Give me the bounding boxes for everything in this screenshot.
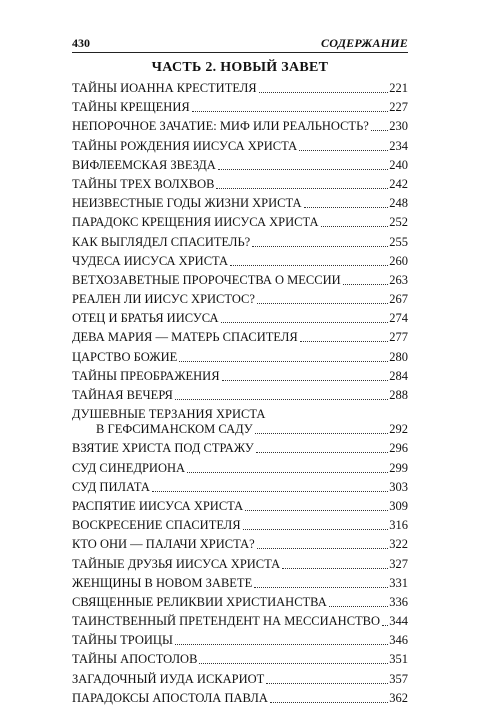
section-title: СОДЕРЖАНИЕ — [321, 36, 408, 50]
leader-dots — [270, 701, 388, 703]
toc-entry — [72, 691, 408, 706]
toc-entry-title: ЗАГАДОЧНЫЙ ИУДА ИСКАРИОТ — [72, 671, 265, 686]
toc-entry-title: СУД СИНЕДРИОНА — [72, 460, 186, 475]
toc-entry-page: 327 — [389, 556, 408, 571]
toc-entry — [72, 177, 408, 192]
leader-dots — [343, 283, 389, 285]
toc-entry-page: 252 — [389, 215, 408, 230]
leader-dots — [199, 662, 388, 664]
toc-entry-title-line1: ДУШЕВНЫЕ ТЕРЗАНИЯ ХРИСТА — [72, 407, 266, 422]
toc-entry-title: ТАЙНЫ ИОАННА КРЕСТИТЕЛЯ — [72, 81, 257, 95]
leader-dots — [321, 225, 389, 227]
toc-entry-page: 263 — [389, 272, 408, 287]
toc-entry-title: ДЕВА МАРИЯ — МАТЕРЬ СПАСИТЕЛЯ — [72, 330, 298, 345]
leader-dots — [382, 624, 388, 626]
leader-dots — [221, 321, 389, 323]
leader-dots — [175, 643, 388, 645]
part-title: ЧАСТЬ 2. НОВЫЙ ЗАВЕТ — [151, 60, 329, 75]
toc-entry — [72, 369, 408, 384]
toc-entry-title: ВИФЛЕЕМСКАЯ ЗВЕЗДА — [72, 157, 216, 172]
toc-entry-page: 346 — [389, 633, 408, 648]
toc-entry-title: ТАЙНАЯ ВЕЧЕРЯ — [72, 388, 173, 402]
leader-dots — [252, 245, 388, 247]
leader-dots — [282, 567, 388, 569]
toc-entry-title: ТАЙНЫ РОЖДЕНИЯ ИИСУСА ХРИСТА — [72, 138, 298, 153]
toc-entry — [72, 480, 408, 495]
toc-entry — [72, 672, 408, 687]
toc-entry — [72, 518, 408, 533]
toc-entry-page: 267 — [389, 292, 408, 307]
toc-entry-title: ВЕТХОЗАВЕТНЫЕ ПРОРОЧЕСТВА О МЕССИИ — [72, 272, 341, 287]
toc-entry-title: РЕАЛЕН ЛИ ИИСУС ХРИСТОС? — [72, 292, 255, 307]
toc-entry — [72, 350, 408, 365]
toc-entry — [72, 537, 408, 552]
toc-entry-title: ТАЙНЫЕ ДРУЗЬЯ ИИСУСА ХРИСТА — [72, 556, 281, 571]
toc-entry-title: КТО ОНИ — ПАЛАЧИ ХРИСТА? — [72, 537, 255, 552]
toc-entry-title: ЖЕНЩИНЫ В НОВОМ ЗАВЕТЕ — [72, 575, 253, 590]
toc-entry-page: 309 — [389, 498, 408, 513]
leader-dots — [245, 509, 388, 511]
leader-dots — [266, 682, 388, 684]
toc-entry-page: 277 — [389, 330, 408, 345]
toc-entry — [72, 311, 408, 326]
leader-dots — [300, 340, 389, 342]
toc-entry-page: 274 — [389, 311, 408, 326]
toc-entry-page: 296 — [389, 441, 408, 456]
toc-entry-title: ОТЕЦ И БРАТЬЯ ИИСУСА — [72, 311, 219, 326]
header-rule — [72, 52, 408, 53]
toc-entry — [72, 557, 408, 572]
toc-entry-title: ТАИНСТВЕННЫЙ ПРЕТЕНДЕНТ НА МЕССИАНСТВО — [72, 614, 381, 629]
toc-entry — [72, 441, 408, 456]
toc-entry-title: ТАЙНЫ ТРОИЦЫ — [72, 633, 173, 648]
toc-entry — [72, 196, 408, 211]
leader-dots — [254, 586, 388, 588]
toc-entry-page: 322 — [389, 537, 408, 552]
toc-entry-title: СУД ПИЛАТА — [72, 479, 150, 494]
toc-entry-title: СВЯЩЕННЫЕ РЕЛИКВИИ ХРИСТИАНСТВА — [72, 594, 327, 609]
toc-entry-title: КАК ВЫГЛЯДЕЛ СПАСИТЕЛЬ? — [72, 234, 251, 249]
toc-entry-page: 316 — [389, 518, 408, 533]
toc-entry — [72, 158, 408, 173]
toc-entry — [72, 652, 408, 667]
toc-entry — [72, 215, 408, 230]
page-number: 430 — [72, 36, 90, 50]
toc-entry-page: 292 — [389, 422, 408, 437]
toc-entry-page: 299 — [389, 460, 408, 475]
toc-entry-title: ТАЙНЫ ПРЕОБРАЖЕНИЯ — [72, 368, 220, 383]
toc-entry-title-line2: В ГЕФСИМАНСКОМ САДУ — [96, 422, 253, 437]
toc-entry-title: ВОСКРЕСЕНИЕ СПАСИТЕЛЯ — [72, 518, 241, 533]
toc-entry — [72, 595, 408, 610]
toc-entry-title: ТАЙНЫ КРЕЩЕНИЯ — [72, 100, 190, 115]
toc-entry-title: ВЗЯТИЕ ХРИСТА ПОД СТРАЖУ — [72, 441, 254, 456]
toc-entry — [72, 614, 408, 629]
toc-entry-title: ЧУДЕСА ИИСУСА ХРИСТА — [72, 253, 229, 268]
toc-entry — [72, 235, 408, 250]
table-of-contents — [72, 81, 408, 710]
toc-entry-title: НЕПОРОЧНОЕ ЗАЧАТИЕ: МИФ ИЛИ РЕАЛЬНОСТЬ? — [72, 119, 369, 134]
toc-entry-page: 280 — [389, 349, 408, 364]
leader-dots — [216, 187, 388, 189]
leader-dots — [329, 605, 389, 607]
toc-entry-page: 331 — [389, 575, 408, 590]
toc-entry — [72, 499, 408, 514]
toc-entry-title: ЦАРСТВО БОЖИЕ — [72, 349, 178, 364]
toc-entry — [72, 254, 408, 269]
toc-entry-line2 — [72, 422, 408, 437]
toc-entry-page: 362 — [389, 690, 408, 705]
toc-entry-title: ПАРАДОКС КРЕЩЕНИЯ ИИСУСА ХРИСТА — [72, 215, 319, 230]
leader-dots — [192, 110, 389, 112]
toc-entry-page: 234 — [389, 138, 408, 153]
toc-entry-title: ТАЙНЫ ТРЕХ ВОЛХВОВ — [72, 176, 215, 191]
toc-entry-multiline — [72, 407, 408, 437]
leader-dots — [371, 129, 388, 131]
toc-entry-page: 242 — [389, 176, 408, 191]
leader-dots — [299, 149, 388, 151]
leader-dots — [175, 398, 388, 400]
toc-entry — [72, 576, 408, 591]
toc-entry-page: 284 — [389, 368, 408, 383]
toc-entry-page: 255 — [389, 234, 408, 249]
leader-dots — [257, 302, 388, 304]
toc-entry-page: 227 — [389, 100, 408, 115]
toc-entry-page: 288 — [389, 388, 408, 402]
toc-entry — [72, 330, 408, 345]
leader-dots — [257, 547, 389, 549]
toc-entry-title: ТАЙНЫ АПОСТОЛОВ — [72, 652, 198, 667]
toc-entry-title: РАСПЯТИЕ ИИСУСА ХРИСТА — [72, 498, 244, 513]
toc-entry-page: 357 — [389, 671, 408, 686]
toc-entry — [72, 633, 408, 648]
toc-entry-page: 351 — [389, 652, 408, 667]
toc-entry — [72, 273, 408, 288]
leader-dots — [222, 379, 389, 381]
toc-entry — [72, 119, 408, 134]
toc-entry — [72, 100, 408, 115]
leader-dots — [255, 432, 389, 434]
leader-dots — [256, 451, 389, 453]
toc-entry-page: 248 — [389, 196, 408, 211]
leader-dots — [259, 91, 389, 93]
toc-entry-page: 230 — [389, 119, 408, 134]
toc-entry-page: 240 — [389, 157, 408, 172]
toc-entry — [72, 388, 408, 403]
toc-entry — [72, 81, 408, 96]
toc-entry-page: 260 — [389, 253, 408, 268]
toc-entry-page: 344 — [389, 614, 408, 629]
leader-dots — [230, 264, 388, 266]
toc-entry-page: 336 — [389, 594, 408, 609]
toc-entry-page: 221 — [389, 81, 408, 95]
leader-dots — [304, 206, 389, 208]
toc-entry-page: 303 — [389, 479, 408, 494]
toc-entry-title: ПАРАДОКСЫ АПОСТОЛА ПАВЛА — [72, 690, 268, 705]
toc-entry — [72, 292, 408, 307]
toc-entry-title: НЕИЗВЕСТНЫЕ ГОДЫ ЖИЗНИ ХРИСТА — [72, 196, 302, 211]
toc-entry — [72, 461, 408, 476]
toc-entry — [72, 139, 408, 154]
leader-dots — [152, 490, 388, 492]
leader-dots — [179, 360, 388, 362]
leader-dots — [218, 168, 388, 170]
leader-dots — [187, 471, 388, 473]
running-header — [72, 36, 408, 52]
leader-dots — [243, 528, 389, 530]
